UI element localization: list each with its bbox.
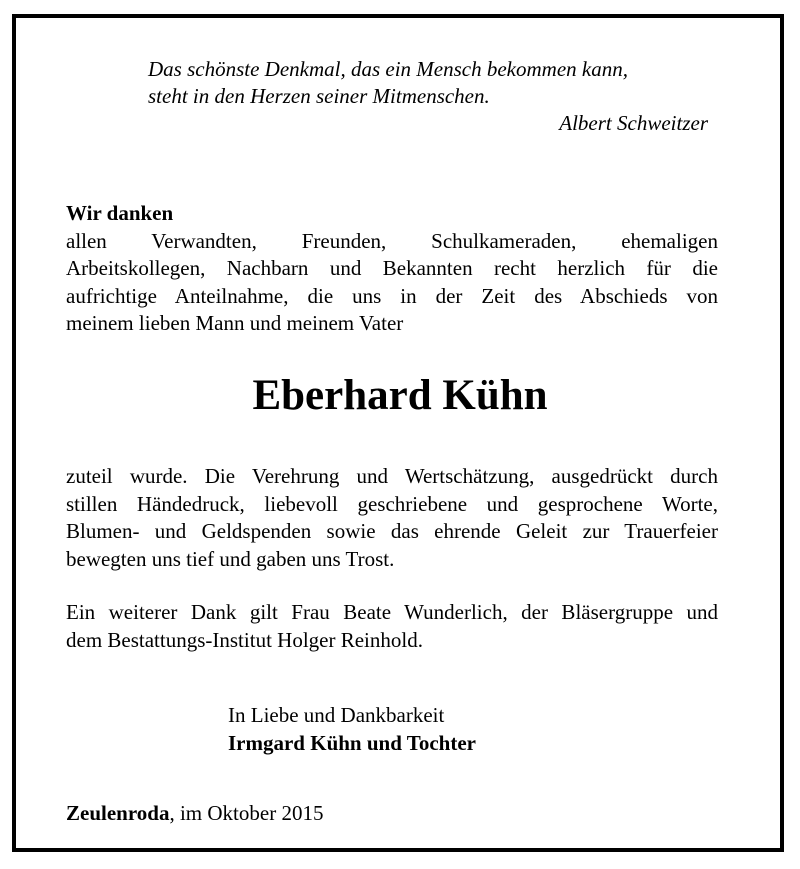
additional-thanks-line-2: dem Bestattungs-Institut Holger Reinhold. bbox=[66, 627, 423, 652]
closing-regards: In Liebe und Dankbarkeit bbox=[228, 703, 445, 727]
epigraph-quote bbox=[148, 56, 714, 137]
notice-date: , im Oktober 2015 bbox=[169, 801, 324, 825]
quote-author: Albert Schweitzer bbox=[559, 111, 708, 135]
additional-thanks-paragraph bbox=[66, 599, 718, 654]
gratitude-line-3: Blumen- und Geldspenden sowie das ehrende Geleit zur Trauerfeier bbox=[66, 519, 718, 543]
place-and-date bbox=[66, 800, 323, 828]
thanks-line-2: Arbeitskollegen, Nachbarn und Bekannten recht herzlich für die bbox=[66, 256, 718, 280]
gratitude-paragraph bbox=[66, 463, 718, 573]
gratitude-line-4: bewegten uns tief und gaben uns Trost. bbox=[66, 546, 395, 571]
gratitude-line-1: zuteil wurde. Die Verehrung und Wertschätzung, ausgedrückt durch bbox=[66, 464, 718, 488]
thanks-line-4: meinem lieben Mann und meinem Vater bbox=[66, 311, 404, 335]
deceased-name: Eberhard Kühn bbox=[252, 372, 548, 419]
quote-line-1: Das schönste Denkmal, das ein Mensch bekommen kann, bbox=[148, 57, 628, 81]
place-city: Zeulenroda bbox=[66, 801, 170, 825]
quote-line-2: steht in den Herzen seiner Mitmenschen. bbox=[148, 84, 490, 108]
signer-names: Irmgard Kühn und Tochter bbox=[228, 730, 476, 755]
thanks-line-1: allen Verwandten, Freunden, Schulkameraden, ehemaligen bbox=[66, 228, 718, 253]
thanks-line-3: aufrichtige Anteilnahme, die uns in der Zeit des Abschieds von bbox=[66, 283, 718, 308]
closing-signature bbox=[228, 702, 476, 757]
thanks-paragraph bbox=[66, 200, 718, 338]
additional-thanks-line-1: Ein weiterer Dank gilt Frau Beate Wunderlich, der Bläsergruppe und bbox=[66, 600, 718, 624]
gratitude-line-2: stillen Händedruck, liebevoll geschriebene und gesprochene Worte, bbox=[66, 491, 718, 516]
thanks-heading: Wir danken bbox=[66, 201, 174, 225]
